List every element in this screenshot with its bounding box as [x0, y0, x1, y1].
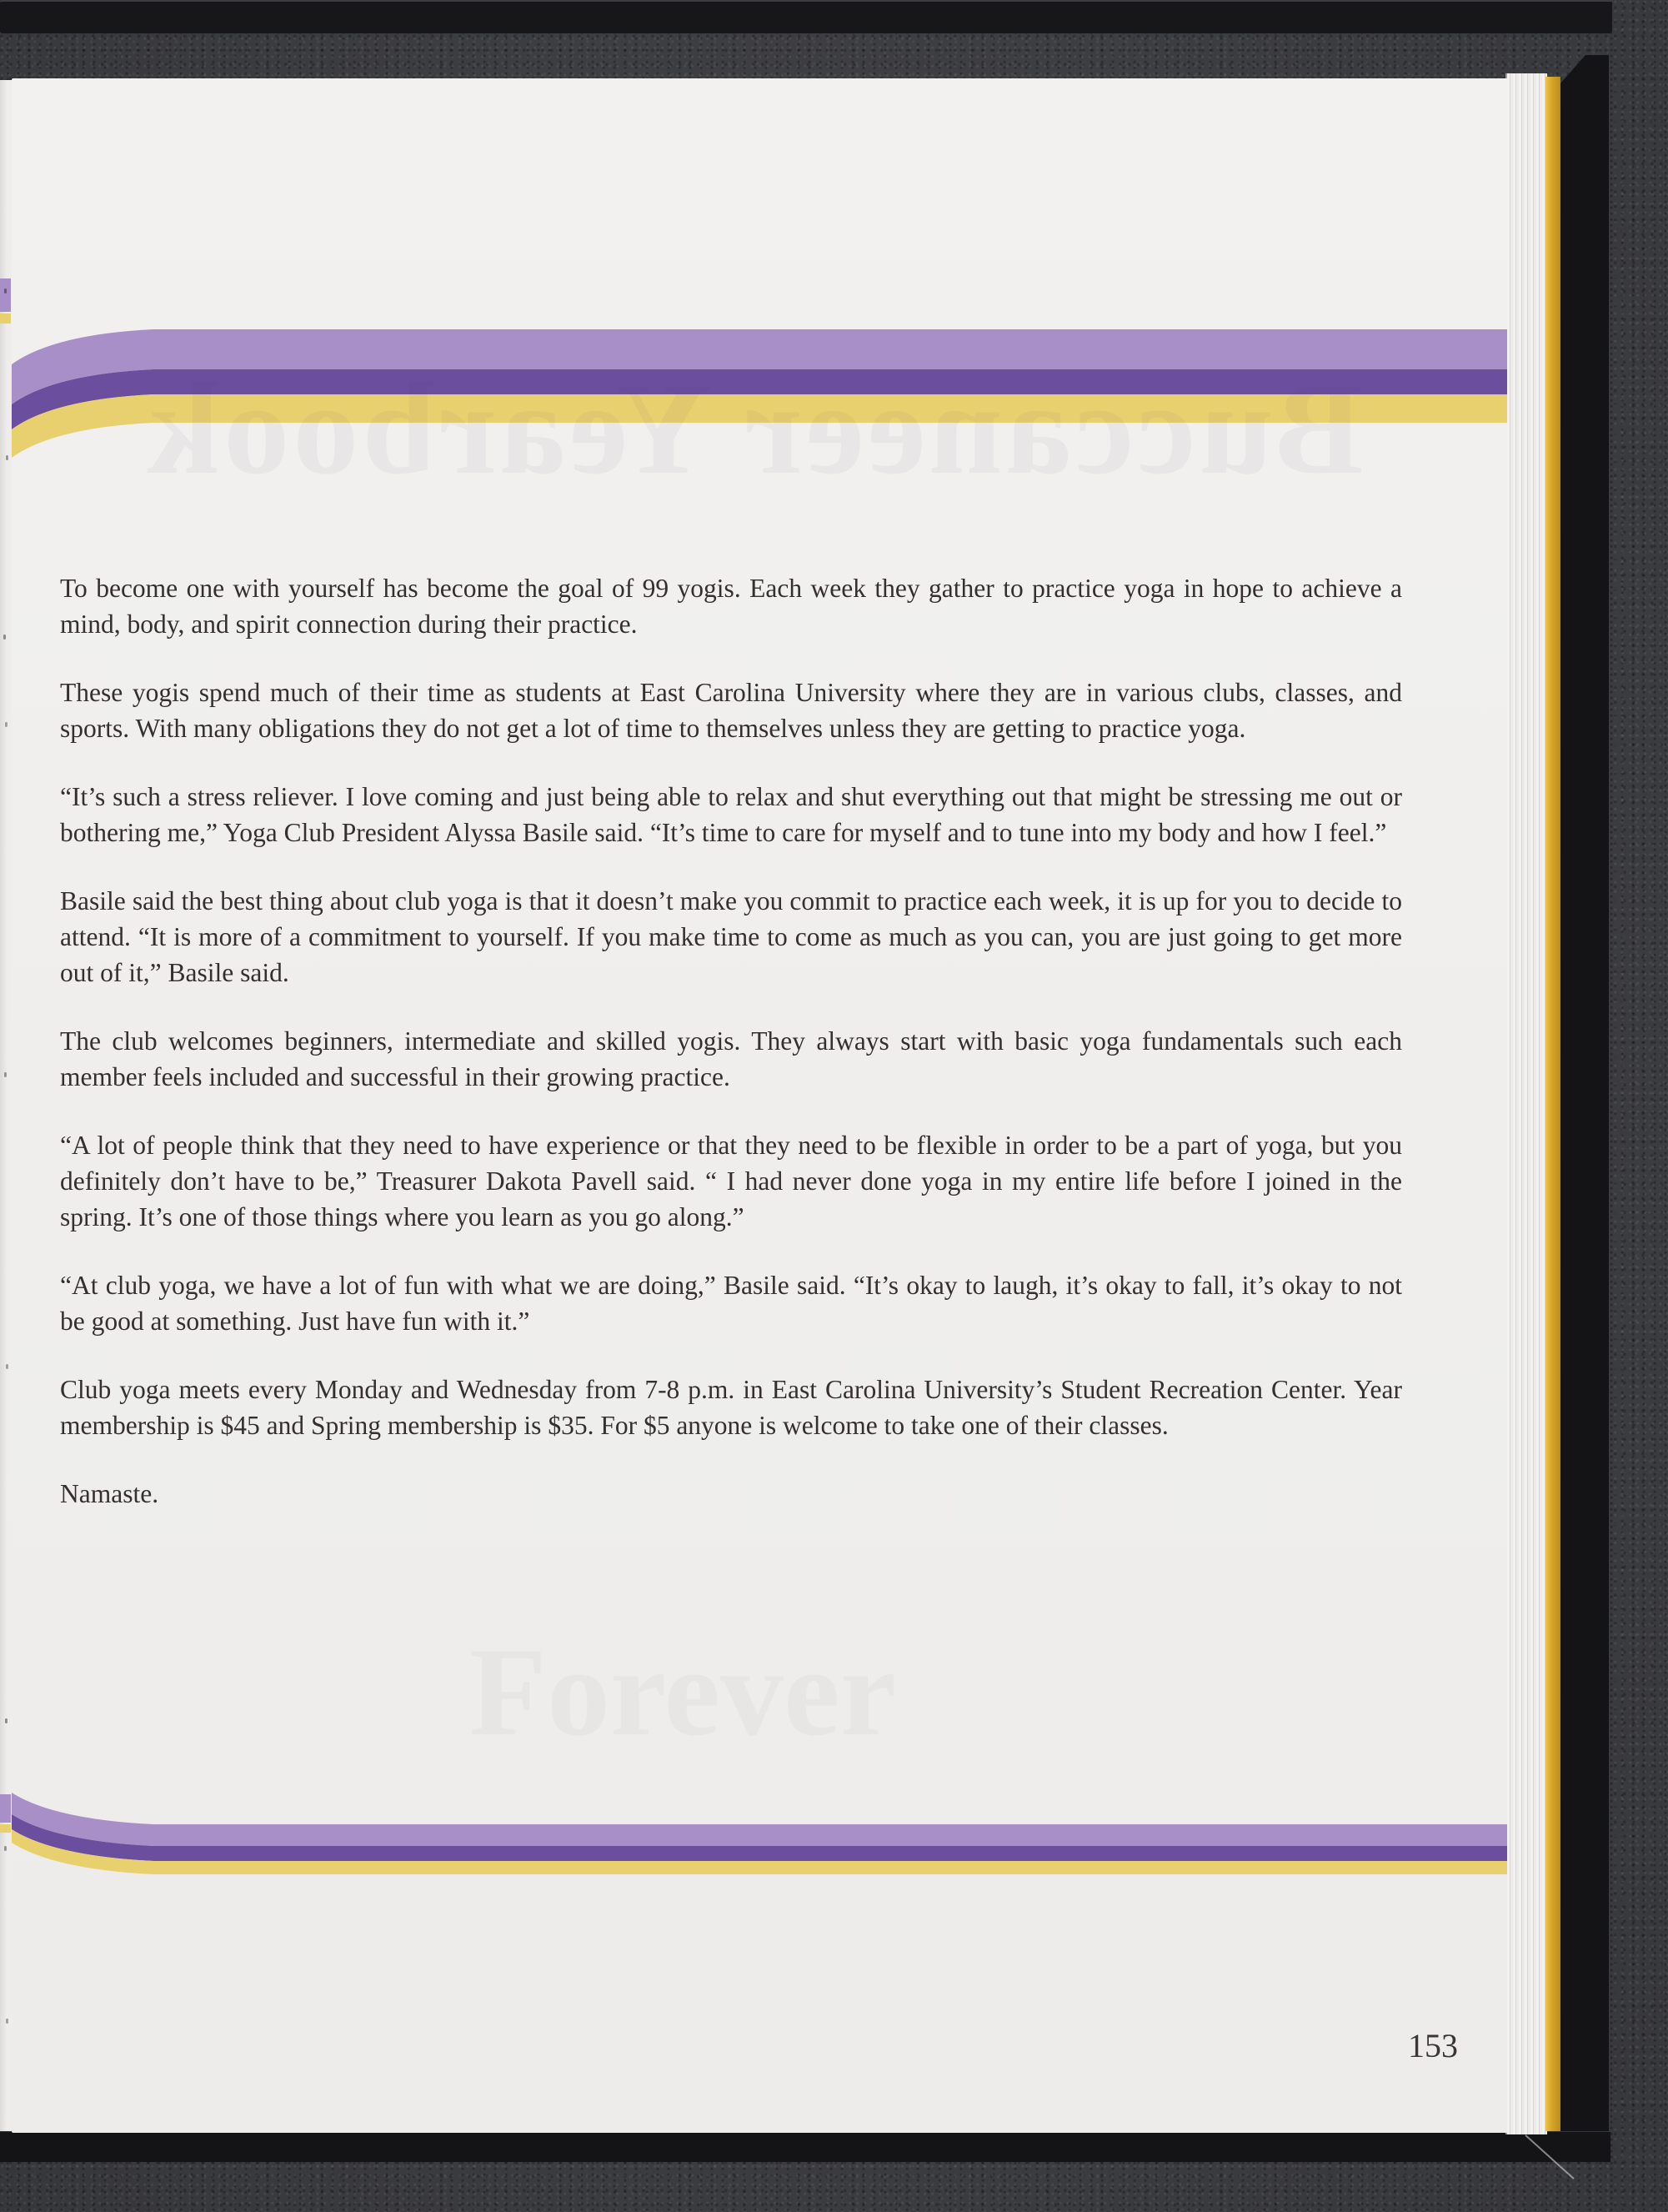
page-number: 153 [1408, 2027, 1458, 2064]
fore-edge-page-stack [1505, 73, 1560, 2134]
page-stack-edges [1505, 73, 1547, 2134]
paragraph: “A lot of people think that they need to have experience or that they need to be flexible in order to be a part of yoga, but you definitely don’t have to be,” Treasurer Dakota Pavell said. “ I had never done yoga in my entire life before I joined in the spring. It’s one of those things where you learn as you go along.” [60, 1131, 1402, 1231]
left-edge-stripe-purple-bottom [0, 1794, 11, 1823]
book-cover-bottom-edge [0, 2131, 1610, 2162]
fore-edge-gilt-stripe [1545, 77, 1560, 2131]
paragraph: Club yoga meets every Monday and Wednesday from 7-8 p.m. in East Carolina University’s Student Recreation Center. Year membership is $45 and Spring membership is $35. For $5 anyone is welcome to take one of their classes. [60, 1375, 1402, 1440]
paragraph: Namaste. [60, 1479, 159, 1508]
article-text [60, 570, 1402, 1544]
left-page-edge [0, 80, 12, 2131]
paragraph: “It’s such a stress reliever. I love coming and just being able to relax and shut everything out that might be stressing me out or bothering me,” Yoga Club President Alyssa Basile said. “It’s time to care for myself and to tune into my body and how I feel.” [60, 782, 1402, 847]
paragraph: Basile said the best thing about club yoga is that it doesn’t make you commit to practice each week, it is up for you to decide to attend. “It is more of a commitment to yourself. If you make time to come as much as you can, you are just going to get more out of it,” Basile said. [60, 886, 1402, 987]
left-edge-stripe-gold-top [0, 313, 11, 324]
book-cover-right-edge [1560, 55, 1609, 2159]
paragraph: To become one with yourself has become the goal of 99 yogis. Each week they gather to practice yoga in hope to achieve a mind, body, and spirit connection during their practice. [60, 574, 1402, 639]
left-edge-stripe-purple-top [0, 278, 11, 312]
ghost-masthead-text: Buccaneer Yearbook [143, 356, 1364, 502]
paragraph: The club welcomes beginners, intermediate and skilled yogis. They always start with basic yoga fundamentals such each member feels included and successful in their growing practice. [60, 1026, 1402, 1091]
page-sheet [12, 78, 1507, 2133]
left-edge-stripe-gold-bottom [0, 1824, 11, 1833]
paragraph: “At club yoga, we have a lot of fun with what we are doing,” Basile said. “It’s okay to laugh, it’s okay to fall, it’s okay to not be good at something. Just have fun with it.” [60, 1271, 1402, 1336]
left-edge-specks [4, 288, 7, 293]
stripe-light-purple [12, 1793, 1507, 1846]
bottom-stripe-band [12, 1791, 1507, 1883]
book-cover-top-edge [0, 0, 1612, 33]
paragraph: These yogis spend much of their time as students at East Carolina University where they are in various clubs, classes, and sports. With many obligations they do not get a lot of time to themselves unless they are getting to practice yoga. [60, 678, 1402, 743]
ghost-watermark-text [245, 1619, 1120, 1786]
